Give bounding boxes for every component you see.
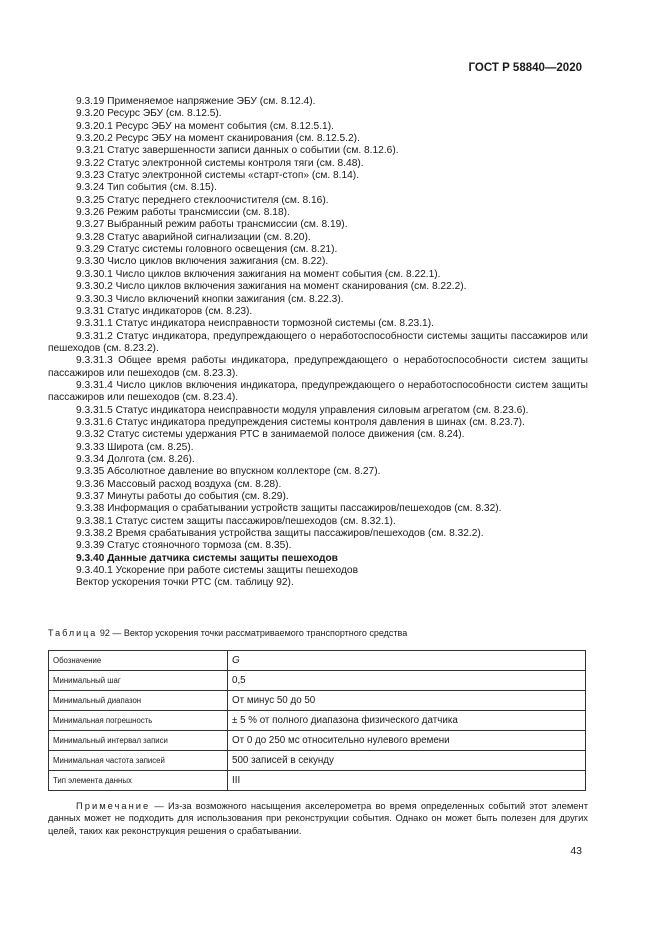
table-key: Минимальный диапазон: [49, 691, 228, 711]
list-item: 9.3.24 Тип события (см. 8.15).: [76, 182, 217, 194]
list-item: 9.3.30 Число циклов включения зажигания (см. 8.22).: [76, 256, 329, 268]
note-label: Примечание: [76, 800, 151, 811]
table-row: [49, 651, 586, 671]
data-element-table: [48, 650, 586, 791]
list-item: 9.3.31.2 Статус индикатора, предупреждающего о неработоспособности системы защиты пассажиров или пешеходов (см. 8.23.2).: [48, 330, 588, 354]
table-key: Тип элемента данных: [49, 771, 228, 791]
list-item: 9.3.25 Статус переднего стеклоочистителя (см. 8.16).: [76, 194, 329, 206]
table-value: 0,5: [228, 671, 586, 691]
table-value: От 0 до 250 мс относительно нулевого времени: [228, 731, 586, 751]
list-item: 9.3.27 Выбранный режим работы трансмиссии (см. 8.19).: [76, 219, 348, 231]
list-item: 9.3.28 Статус аварийной сигнализации (см. 8.20).: [76, 231, 311, 243]
list-item: 9.3.29 Статус системы головного освещения (см. 8.21).: [76, 244, 338, 256]
list-item: 9.3.39 Статус стояночного тормоза (см. 8.35).: [76, 540, 292, 552]
list-item: 9.3.32 Статус системы удержания РТС в занимаемой полосе движения (см. 8.24).: [76, 429, 465, 441]
list-item: 9.3.19 Применяемое напряжение ЭБУ (см. 8.12.4).: [76, 96, 316, 107]
list-item: 9.3.21 Статус завершенности записи данных о событии (см. 8.12.6).: [76, 145, 399, 157]
list-item: 9.3.23 Статус электронной системы «старт-стоп» (см. 8.14).: [76, 170, 360, 182]
table-value: G: [228, 651, 586, 671]
table-key: Минимальный интервал записи: [49, 731, 228, 751]
table-row: [49, 671, 586, 691]
table-key: Минимальная частота записей: [49, 751, 228, 771]
list-item: 9.3.31.3 Общее время работы индикатора, предупреждающего о неработоспособности систем защиты пассажиров или пешеходов (см. 8.23.3).: [48, 355, 588, 379]
table-caption-label: Таблица: [48, 628, 98, 638]
list-item: 9.3.30.3 Число включений кнопки зажигания (см. 8.22.3).: [76, 293, 344, 305]
note-text: — Из-за возможного насыщения акселерометра во время определенных событий этот элемент данных может не подходить для использования при реконструкции события. Однако он может быть полезен для других целей, таких как реконструкция решения о срабатывании.: [48, 800, 588, 836]
clause-list: [48, 96, 588, 590]
list-item: 9.3.34 Долгота (см. 8.26).: [76, 453, 195, 465]
list-item: 9.3.33 Широта (см. 8.25).: [76, 441, 194, 453]
table-row: [49, 771, 586, 791]
list-item: 9.3.26 Режим работы трансмиссии (см. 8.18).: [76, 207, 290, 219]
table-key: Минимальный шаг: [49, 671, 228, 691]
section-heading: 9.3.40 Данные датчика системы защиты пешеходов: [76, 552, 338, 564]
table-row: [49, 691, 586, 711]
table-value: III: [228, 771, 586, 791]
list-item: 9.3.31.1 Статус индикатора неисправности тормозной системы (см. 8.23.1).: [76, 318, 434, 330]
list-item: 9.3.38 Информация о срабатывании устройств защиты пассажиров/пешеходов (см. 8.32).: [76, 503, 502, 515]
table-value: 500 записей в секунду: [228, 751, 586, 771]
standard-header: ГОСТ Р 58840—2020: [468, 62, 582, 74]
list-item: 9.3.35 Абсолютное давление во впускном коллекторе (см. 8.27).: [76, 466, 381, 478]
list-item: 9.3.30.2 Число циклов включения зажигания на момент сканирования (см. 8.22.2).: [76, 281, 467, 293]
table-key: Обозначение: [49, 651, 228, 671]
list-item: 9.3.36 Массовый расход воздуха (см. 8.28).: [76, 478, 282, 490]
table-caption: [48, 628, 407, 638]
table-key: Минимальная погрешность: [49, 711, 228, 731]
table-row: [49, 711, 586, 731]
table-row: [49, 731, 586, 751]
list-item: 9.3.38.1 Статус систем защиты пассажиров/пешеходов (см. 8.32.1).: [76, 515, 396, 527]
list-item: 9.3.31 Статус индикаторов (см. 8.23).: [76, 305, 253, 317]
list-item: Вектор ускорения точки РТС (см. таблицу 92).: [76, 577, 294, 589]
list-item: 9.3.30.1 Число циклов включения зажигания на момент события (см. 8.22.1).: [76, 268, 441, 280]
table-note: [48, 800, 588, 837]
list-item: 9.3.31.6 Статус индикатора предупреждения системы контроля давления в шинах (см. 8.23.7).: [76, 416, 525, 428]
list-item: 9.3.22 Статус электронной системы контроля тяги (см. 8.48).: [76, 157, 364, 169]
list-item: 9.3.20 Ресурс ЭБУ (см. 8.12.5).: [76, 108, 222, 120]
list-item: 9.3.37 Минуты работы до события (см. 8.29).: [76, 491, 289, 502]
table-row: [49, 751, 586, 771]
table-value: От минус 50 до 50: [228, 691, 586, 711]
list-item: 9.3.20.1 Ресурс ЭБУ на момент события (см. 8.12.5.1).: [76, 120, 334, 132]
table-value: ± 5 % от полного диапазона физического датчика: [228, 711, 586, 731]
table-caption-text: 92 — Вектор ускорения точки рассматриваемого транспортного средства: [99, 628, 408, 638]
list-item: 9.3.20.2 Ресурс ЭБУ на момент сканирования (см. 8.12.5.2).: [76, 133, 360, 145]
page-number: 43: [570, 845, 582, 857]
list-item: 9.3.31.4 Число циклов включения индикатора, предупреждающего о неработоспособности систем защиты пассажиров или пешеходов (см. 8.23.4).: [48, 379, 588, 404]
list-item: 9.3.38.2 Время срабатывания устройства защиты пассажиров/пешеходов (см. 8.32.2).: [76, 528, 484, 540]
list-item: 9.3.40.1 Ускорение при работе системы защиты пешеходов: [76, 565, 358, 577]
list-item: 9.3.31.5 Статус индикатора неисправности модуля управления силовым агрегатом (см. 8.23.6).: [76, 404, 529, 416]
